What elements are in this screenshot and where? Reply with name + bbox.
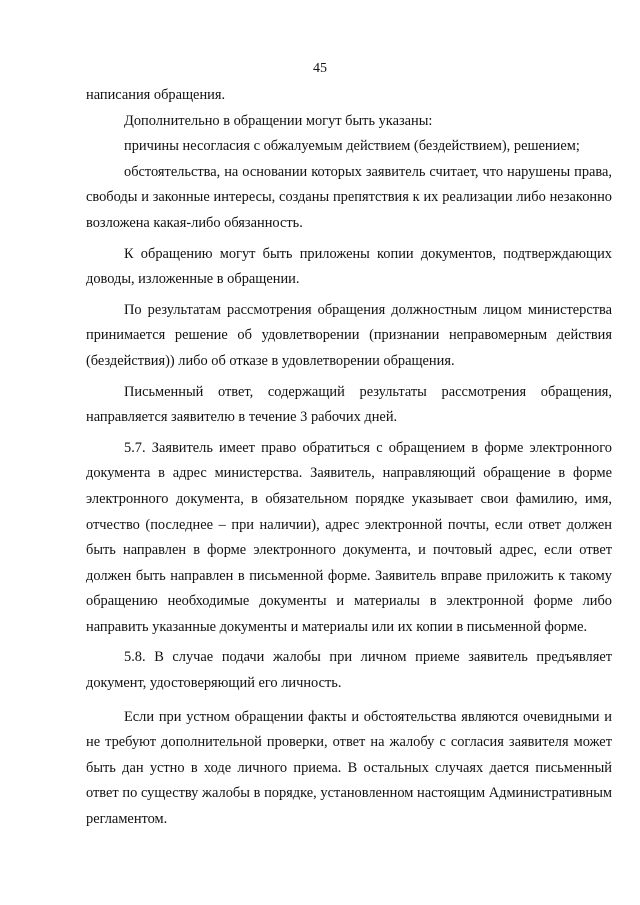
paragraph-continuation: написания обращения. bbox=[86, 87, 226, 103]
paragraph-written-response: Письменный ответ, содержащий результаты рассмотрения обращения, направляется заявителю в течение 3 рабочих дней. bbox=[86, 383, 612, 426]
paragraph-section-5-8: 5.8. В случае подачи жалобы при личном приеме заявитель предъявляет документ, удостоверяющий его личность. bbox=[86, 649, 612, 692]
paragraph-attached-copies: К обращению могут быть приложены копии документов, подтверждающих доводы, изложенные в обращении. bbox=[86, 245, 612, 288]
paragraph-review-results: По результатам рассмотрения обращения должностным лицом министерства принимается решение об удовлетворении (признании неправомерным действия (бездействия)) либо об отказе в удовлетворении обращения. bbox=[86, 301, 612, 369]
document-body bbox=[86, 83, 612, 833]
paragraph-additional-info: Дополнительно в обращении могут быть указаны: bbox=[124, 112, 433, 129]
page-number: 45 bbox=[313, 61, 327, 76]
paragraph-oral-appeal: Если при устном обращении факты и обстоятельства являются очевидными и не требуют дополнительной проверки, ответ на жалобу с согласия заявителя может быть дан устно в ходе личного приема. В остальных случаях дается письменный ответ по существу жалобы в порядке, установленном настоящим Административным регламентом. bbox=[86, 708, 612, 828]
paragraph-section-5-7: 5.7. Заявитель имеет право обратиться с обращением в форме электронного документа в адрес министерства. Заявитель, направляющий обращение в форме электронного документа, в обязательном порядке указывает свои фамилию, имя, отчество (последнее – при наличии), адрес электронной почты, если ответ должен быть направлен в форме электронного документа, и почтовый адрес, если ответ должен быть направлен в письменной форме. Заявитель вправе приложить к такому обращению необходимые документы и материалы в электронной форме либо направить указанные документы и материалы или их копии в письменной форме. bbox=[86, 439, 612, 635]
paragraph-disagreement-reasons: причины несогласия с обжалуемым действием (бездействием), решением; bbox=[124, 138, 580, 155]
paragraph-circumstances: обстоятельства, на основании которых заявитель считает, что нарушены права, свободы и законные интересы, созданы препятствия к их реализации либо незаконно возложена какая-либо обязанность. bbox=[86, 163, 612, 231]
